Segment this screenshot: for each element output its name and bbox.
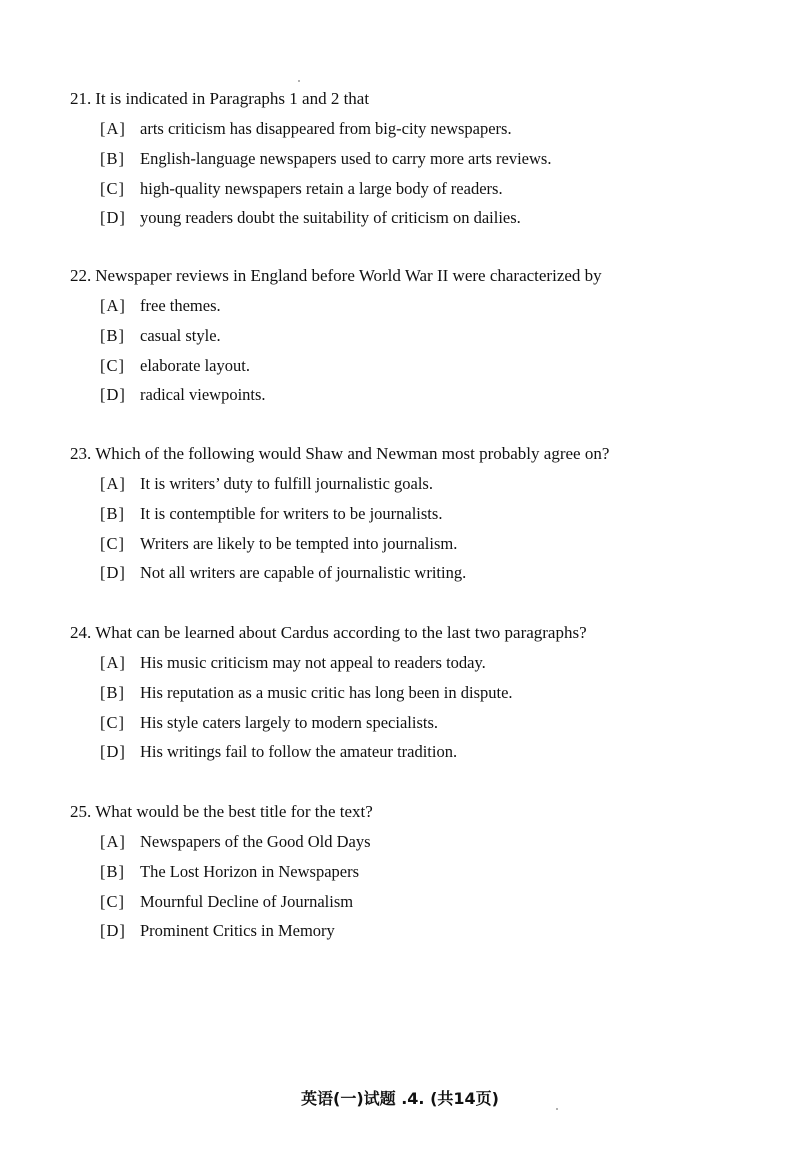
option-d — [70, 385, 760, 415]
option-b — [70, 862, 760, 892]
option-label: [B] — [100, 861, 125, 881]
option-text: arts criticism has disappeared from big-city newspapers. — [140, 119, 512, 138]
option-text: free themes. — [140, 296, 221, 315]
option-text: His style caters largely to modern specialists. — [140, 712, 438, 732]
question-25 — [70, 802, 760, 951]
option-label: [D] — [100, 563, 126, 583]
option-text: His music criticism may not appeal to readers today. — [140, 653, 486, 672]
option-text: The Lost Horizon in Newspapers — [140, 861, 360, 881]
option-a — [70, 296, 760, 326]
question-24 — [70, 623, 760, 772]
question-21 — [70, 89, 760, 238]
option-c — [70, 713, 760, 743]
question-22 — [70, 266, 760, 415]
question-number: 25. — [70, 802, 92, 821]
option-text: young readers doubt the suitability of criticism on dailies. — [140, 208, 521, 228]
option-a — [70, 119, 760, 149]
option-c — [70, 356, 760, 386]
scan-speck — [556, 1108, 558, 1110]
option-text: Newspapers of the Good Old Days — [140, 832, 371, 851]
option-text: Writers are likely to be tempted into journalism. — [140, 533, 458, 553]
question-stem — [70, 623, 760, 653]
option-text: elaborate layout. — [140, 355, 250, 375]
option-label: [D] — [100, 742, 126, 762]
option-text: It is writers’ duty to fulfill journalistic goals. — [140, 474, 433, 493]
option-text: His reputation as a music critic has long been in dispute. — [140, 682, 513, 702]
option-label: [A] — [100, 119, 126, 138]
option-d — [70, 563, 760, 593]
option-label: [A] — [100, 474, 126, 493]
option-a — [70, 653, 760, 683]
option-text: Mournful Decline of Journalism — [140, 891, 354, 911]
option-text: Prominent Critics in Memory — [140, 921, 335, 941]
question-stem — [70, 89, 760, 119]
option-d — [70, 208, 760, 238]
page-footer: 英语(一)试题 .4. (共14页) — [301, 1089, 499, 1108]
option-label: [A] — [100, 653, 126, 672]
question-stem — [70, 802, 760, 832]
option-c — [70, 534, 760, 564]
option-text: high-quality newspapers retain a large body of readers. — [140, 178, 503, 198]
option-b — [70, 149, 760, 179]
option-label: [B] — [100, 148, 125, 168]
scan-speck — [298, 80, 300, 82]
option-d — [70, 921, 760, 951]
question-text: Which of the following would Shaw and Newman most probably agree on? — [95, 444, 610, 463]
option-label: [D] — [100, 208, 126, 228]
question-number: 23. — [70, 444, 92, 463]
option-label: [D] — [100, 385, 126, 405]
option-label: [B] — [100, 503, 125, 523]
option-c — [70, 179, 760, 209]
option-a — [70, 474, 760, 504]
option-label: [B] — [100, 325, 125, 345]
option-label: [A] — [100, 832, 126, 851]
option-b — [70, 504, 760, 534]
question-text: What would be the best title for the text? — [95, 802, 373, 821]
option-label: [C] — [100, 533, 125, 553]
option-text: His writings fail to follow the amateur tradition. — [140, 742, 458, 762]
option-label: [C] — [100, 712, 125, 732]
option-label: [C] — [100, 891, 125, 911]
option-d — [70, 742, 760, 772]
option-text: casual style. — [140, 325, 221, 345]
option-text: English-language newspapers used to carry more arts reviews. — [140, 148, 552, 168]
option-a — [70, 832, 760, 862]
question-stem — [70, 444, 760, 474]
question-number: 21. — [70, 89, 92, 108]
option-label: [D] — [100, 921, 126, 941]
question-23 — [70, 444, 760, 593]
option-c — [70, 892, 760, 922]
option-text: It is contemptible for writers to be journalists. — [140, 503, 443, 523]
option-label: [A] — [100, 296, 126, 315]
question-number: 24. — [70, 623, 92, 642]
question-number: 22. — [70, 266, 92, 285]
option-text: Not all writers are capable of journalistic writing. — [140, 563, 467, 583]
question-text: What can be learned about Cardus according to the last two paragraphs? — [95, 623, 587, 642]
option-label: [C] — [100, 178, 125, 198]
option-label: [C] — [100, 355, 125, 375]
question-text: It is indicated in Paragraphs 1 and 2 that — [95, 89, 370, 108]
question-stem — [70, 266, 760, 296]
option-b — [70, 683, 760, 713]
option-text: radical viewpoints. — [140, 385, 266, 405]
option-b — [70, 326, 760, 356]
option-label: [B] — [100, 682, 125, 702]
question-text: Newspaper reviews in England before World War II were characterized by — [95, 266, 602, 285]
